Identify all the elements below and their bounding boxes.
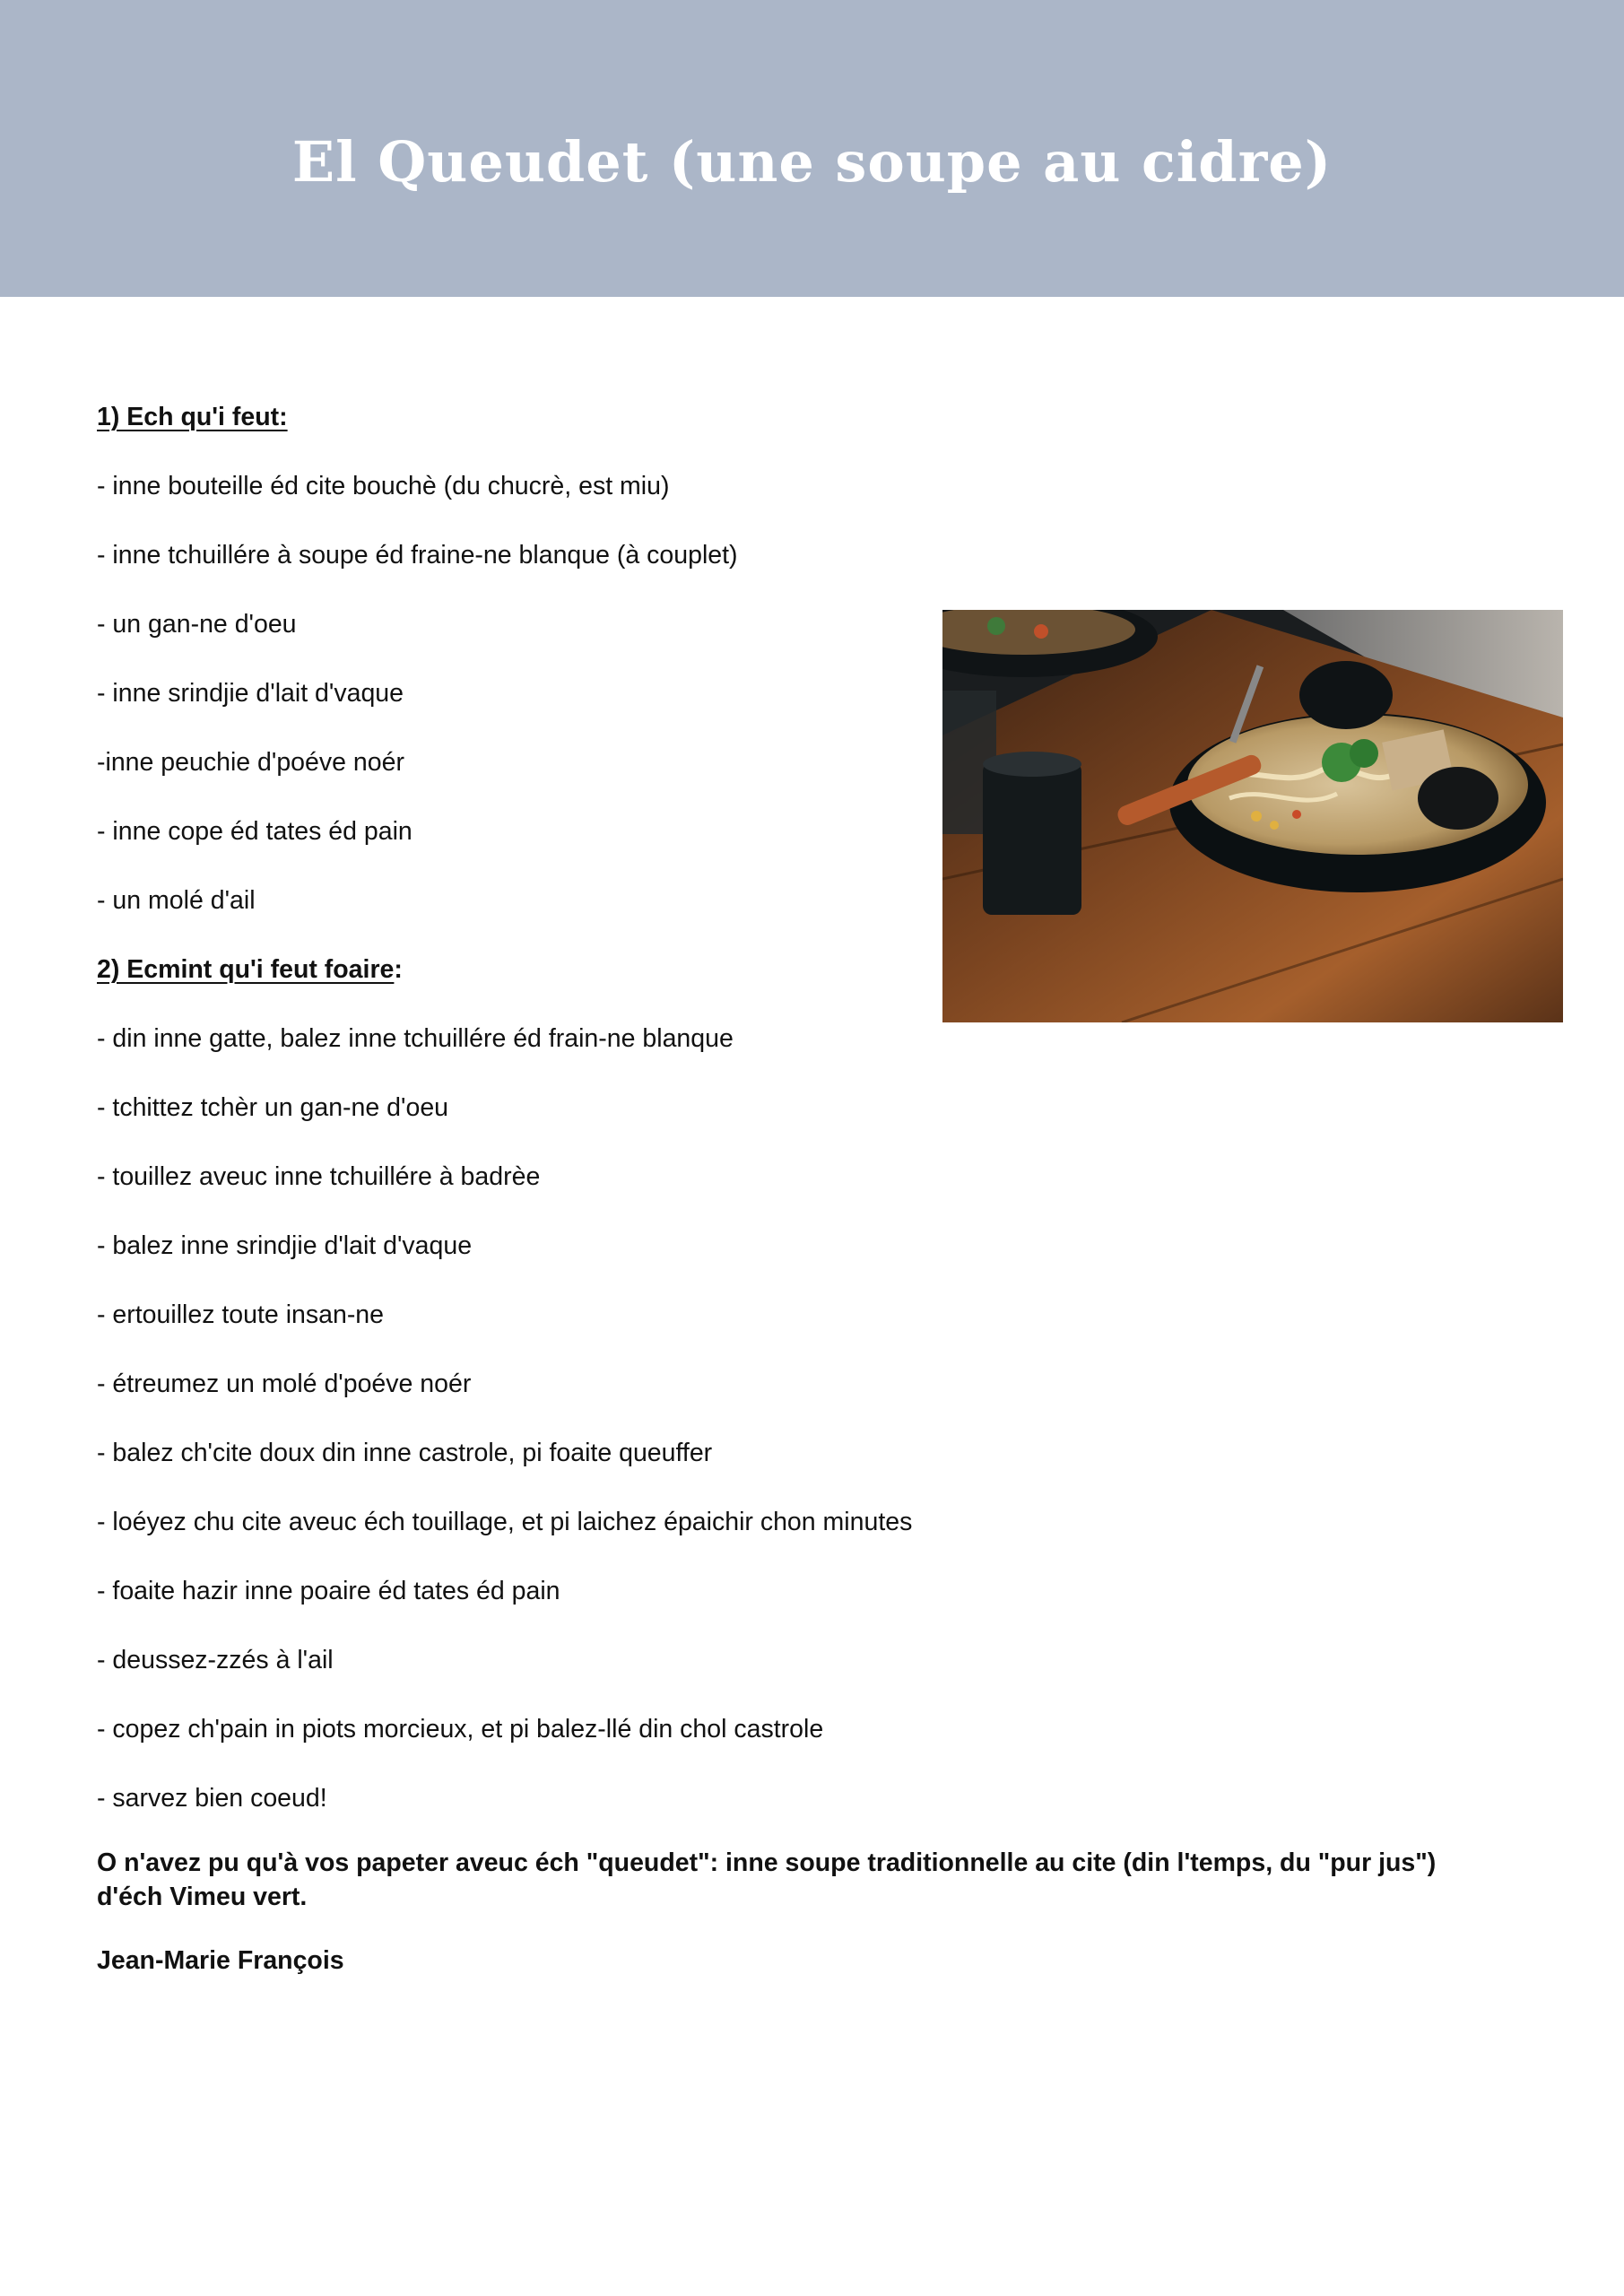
list-item: - un gan-ne d'oeu xyxy=(97,610,297,639)
list-item: - ertouillez toute insan-ne xyxy=(97,1300,385,1329)
author-name: Jean-Marie François xyxy=(97,1946,344,1975)
list-item: -inne peuchie d'poéve noér xyxy=(97,748,404,777)
list-item: - inne srindjie d'lait d'vaque xyxy=(97,679,404,708)
list-item: - din inne gatte, balez inne tchuillére éd frain-ne blanque xyxy=(97,1024,734,1053)
list-item: - loéyez chu cite aveuc éch touillage, et pi laichez épaichir chon minutes xyxy=(97,1508,913,1536)
ingredients-list xyxy=(97,468,1496,952)
header-band xyxy=(0,0,1624,297)
list-item: - sarvez bien coeud! xyxy=(97,1784,327,1813)
list-item: - balez inne srindjie d'lait d'vaque xyxy=(97,1231,473,1260)
list-item: - foaite hazir inne poaire éd tates éd pain xyxy=(97,1577,560,1605)
conclusion-text: O n'avez pu qu'à vos papeter aveuc éch "queudet": inne soupe traditionnelle au cite (din l'temps, du "pur jus") d'éch Vimeu vert. xyxy=(97,1848,1437,1911)
list-item: - inne bouteille éd cite bouchè (du chucrè, est miu) xyxy=(97,472,670,500)
list-item: - copez ch'pain in piots morcieux, et pi balez-llé din chol castrole xyxy=(97,1715,824,1744)
page-title: El Queudet (une soupe au cidre) xyxy=(291,129,1333,195)
list-item: - étreumez un molé d'poéve noér xyxy=(97,1370,472,1398)
list-item: - touillez aveuc inne tchuillére à badrèe xyxy=(97,1162,541,1191)
ingredients-heading: 1) Ech qu'i feut: xyxy=(97,403,288,431)
method-steps xyxy=(97,1021,1496,1849)
list-item: - tchittez tchèr un gan-ne d'oeu xyxy=(97,1093,449,1122)
list-item: - inne cope éd tates éd pain xyxy=(97,817,413,846)
list-item: - un molé d'ail xyxy=(97,886,256,915)
list-item: - balez ch'cite doux din inne castrole, pi foaite queuffer xyxy=(97,1439,713,1467)
method-heading: 2) Ecmint qu'i feut foaire: xyxy=(97,955,403,984)
recipe-content xyxy=(97,399,1496,1979)
list-item: - deussez-zzés à l'ail xyxy=(97,1646,334,1674)
list-item: - inne tchuillére à soupe éd fraine-ne blanque (à couplet) xyxy=(97,541,738,570)
